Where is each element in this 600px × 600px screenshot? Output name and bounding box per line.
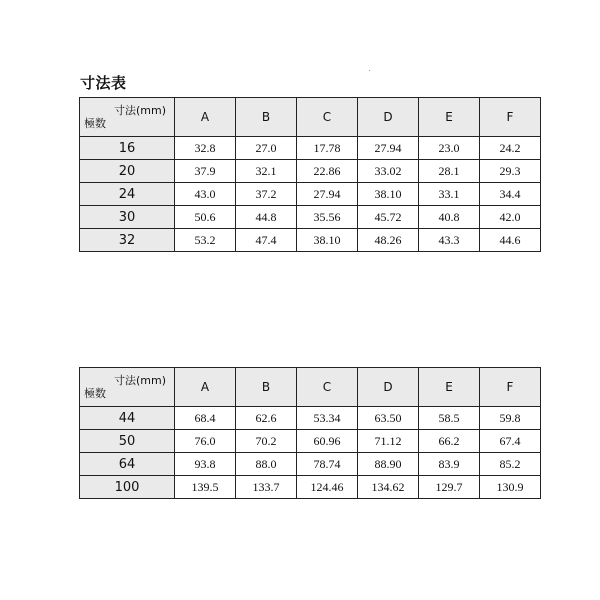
value-cell: 33.1 [419, 183, 480, 206]
value-cell: 59.8 [480, 407, 541, 430]
value-cell: 70.2 [236, 430, 297, 453]
value-cell: 53.2 [175, 229, 236, 252]
value-cell: 28.1 [419, 160, 480, 183]
pole-count-cell: 100 [80, 476, 175, 499]
value-cell: 60.96 [297, 430, 358, 453]
stray-dot [369, 70, 370, 71]
value-cell: 48.26 [358, 229, 419, 252]
pole-count-cell: 30 [80, 206, 175, 229]
column-header-f: F [480, 368, 541, 407]
value-cell: 29.3 [480, 160, 541, 183]
pole-count-label: 極数 [84, 387, 106, 400]
value-cell: 43.3 [419, 229, 480, 252]
value-cell: 66.2 [419, 430, 480, 453]
pole-count-cell: 44 [80, 407, 175, 430]
pole-count-cell: 64 [80, 453, 175, 476]
dimension-label: 寸法(mm) [113, 104, 166, 117]
value-cell: 83.9 [419, 453, 480, 476]
table-row [80, 183, 541, 206]
table-row [80, 206, 541, 229]
value-cell: 17.78 [297, 137, 358, 160]
value-cell: 58.5 [419, 407, 480, 430]
column-header-d: D [358, 368, 419, 407]
value-cell: 68.4 [175, 407, 236, 430]
table-row [80, 453, 541, 476]
value-cell: 37.2 [236, 183, 297, 206]
table-row [80, 476, 541, 499]
value-cell: 45.72 [358, 206, 419, 229]
table-row [80, 430, 541, 453]
table-header-row [80, 368, 541, 407]
value-cell: 129.7 [419, 476, 480, 499]
value-cell: 78.74 [297, 453, 358, 476]
value-cell: 27.0 [236, 137, 297, 160]
value-cell: 37.9 [175, 160, 236, 183]
column-header-b: B [236, 368, 297, 407]
value-cell: 33.02 [358, 160, 419, 183]
column-header-c: C [297, 368, 358, 407]
dimension-table-2 [79, 367, 541, 499]
value-cell: 53.34 [297, 407, 358, 430]
value-cell: 47.4 [236, 229, 297, 252]
value-cell: 23.0 [419, 137, 480, 160]
value-cell: 88.90 [358, 453, 419, 476]
value-cell: 24.2 [480, 137, 541, 160]
value-cell: 32.1 [236, 160, 297, 183]
value-cell: 44.6 [480, 229, 541, 252]
page-title: 寸法表 [80, 74, 127, 92]
value-cell: 32.8 [175, 137, 236, 160]
value-cell: 35.56 [297, 206, 358, 229]
dimension-label: 寸法(mm) [113, 374, 166, 387]
value-cell: 133.7 [236, 476, 297, 499]
value-cell: 63.50 [358, 407, 419, 430]
pole-count-cell: 16 [80, 137, 175, 160]
column-header-e: E [419, 368, 480, 407]
value-cell: 27.94 [297, 183, 358, 206]
value-cell: 93.8 [175, 453, 236, 476]
dimension-table-1 [79, 97, 541, 252]
corner-header-cell [80, 98, 175, 137]
value-cell: 124.46 [297, 476, 358, 499]
value-cell: 22.86 [297, 160, 358, 183]
value-cell: 88.0 [236, 453, 297, 476]
value-cell: 38.10 [358, 183, 419, 206]
value-cell: 44.8 [236, 206, 297, 229]
value-cell: 27.94 [358, 137, 419, 160]
column-header-a: A [175, 368, 236, 407]
value-cell: 42.0 [480, 206, 541, 229]
table-row [80, 137, 541, 160]
value-cell: 38.10 [297, 229, 358, 252]
value-cell: 34.4 [480, 183, 541, 206]
table-row [80, 160, 541, 183]
corner-header-cell [80, 368, 175, 407]
value-cell: 40.8 [419, 206, 480, 229]
pole-count-cell: 20 [80, 160, 175, 183]
value-cell: 71.12 [358, 430, 419, 453]
column-header-a: A [175, 98, 236, 137]
value-cell: 43.0 [175, 183, 236, 206]
pole-count-cell: 24 [80, 183, 175, 206]
value-cell: 67.4 [480, 430, 541, 453]
value-cell: 139.5 [175, 476, 236, 499]
column-header-c: C [297, 98, 358, 137]
value-cell: 85.2 [480, 453, 541, 476]
value-cell: 62.6 [236, 407, 297, 430]
column-header-d: D [358, 98, 419, 137]
pole-count-cell: 50 [80, 430, 175, 453]
value-cell: 76.0 [175, 430, 236, 453]
pole-count-label: 極数 [84, 117, 106, 130]
table-row [80, 407, 541, 430]
pole-count-cell: 32 [80, 229, 175, 252]
table-row [80, 229, 541, 252]
value-cell: 134.62 [358, 476, 419, 499]
column-header-f: F [480, 98, 541, 137]
column-header-b: B [236, 98, 297, 137]
value-cell: 50.6 [175, 206, 236, 229]
column-header-e: E [419, 98, 480, 137]
value-cell: 130.9 [480, 476, 541, 499]
table-header-row [80, 98, 541, 137]
